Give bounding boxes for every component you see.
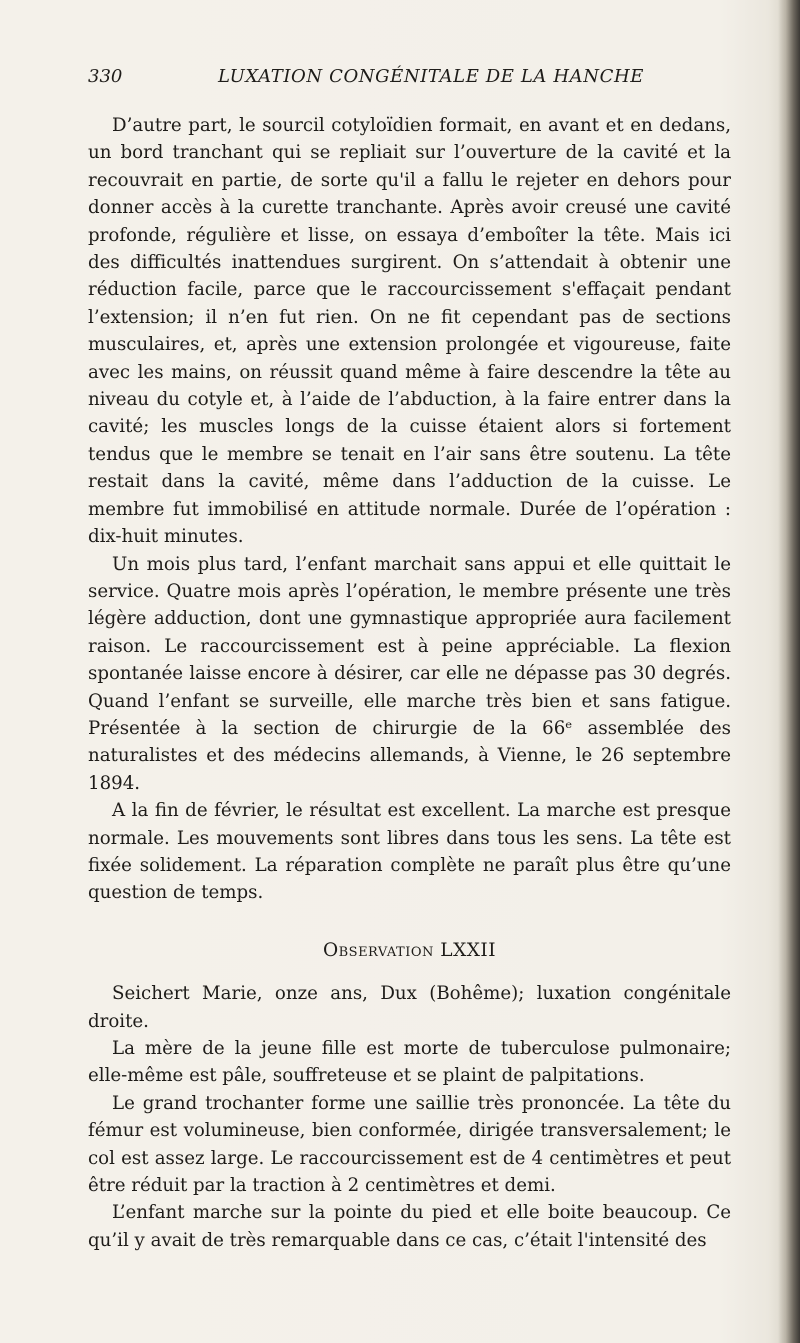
observation-heading — [88, 937, 731, 964]
page-number: 330 — [88, 66, 123, 87]
paragraph: L’enfant marche sur la pointe du pied et elle boite beaucoup. Ce qu’il y avait de très remarquable dans ce cas, c’était l'intensité des — [88, 1202, 731, 1251]
body-text — [88, 112, 731, 1254]
paragraph: La mère de la jeune fille est morte de tuberculose pulmonaire; elle-même est pâle, souffreteuse et se plaint de palpitations. — [88, 1038, 731, 1087]
page-edge-shadow — [778, 0, 800, 1343]
observation-heading-number: LXXII — [440, 939, 497, 961]
running-title: LUXATION CONGÉNITALE DE LA HANCHE — [218, 66, 644, 87]
paragraph: Un mois plus tard, l’enfant marchait sans appui et elle quittait le service. Quatre mois après l’opération, le membre présente une très légère adduction, dont une gymnastique appropriée aura facilement raison. Le raccourcissement est à peine appréciable. La flexion spontanée laisse encore à désirer, car elle ne dépasse pas 30 degrés. Quand l’enfant se surveille, elle marche très bien et sans fatigue. Présentée à la section de chirurgie de la 66ᵉ assemblée des naturalistes et des médecins allemands, à Vienne, le 26 septembre 1894. — [88, 553, 731, 794]
observation-heading-word: Observation — [322, 939, 434, 961]
paragraph: D’autre part, le sourcil cotyloïdien formait, en avant et en dedans, un bord tranchant qui se repliait sur l’ouverture de la cavité et la recouvrait en partie, de sorte qu'il a fallu le rejeter en dehors pour donner accès à la curette tranchante. Après avoir creusé une cavité profonde, régulière et lisse, on essaya d’emboîter la tête. Mais ici des difficultés inattendues surgirent. On s’attendait à obtenir une réduction facile, parce que le raccourcissement s'effaçait pendant l’extension; il n’en fut rien. On ne fit cependant pas de sections musculaires, et, après une extension prolongée et vigoureuse, faite avec les mains, on réussit quand même à faire descendre la tête au niveau du cotyle et, à l’aide de l’abduction, à la faire entrer dans la cavité; les muscles longs de la cuisse étaient alors si fortement tendus que le membre se tenait en l’air sans être soutenu. La tête restait dans la cavité, même dans l’adduction de la cuisse. Le membre fut immobilisé en attitude normale. Durée de l’opération : dix-huit minutes. — [88, 115, 731, 548]
paragraph: Seichert Marie, onze ans, Dux (Bohême); luxation congénitale droite. — [88, 983, 731, 1032]
paragraph: Le grand trochanter forme une saillie très prononcée. La tête du fémur est volumineuse, bien conformée, dirigée transversalement; le col est assez large. Le raccourcissement est de 4 centimètres et peut être réduit par la traction à 2 centimètres et demi. — [88, 1092, 731, 1197]
paragraph: A la fin de février, le résultat est excellent. La marche est presque normale. Les mouvements sont libres dans tous les sens. La tête est fixée solidement. La réparation complète ne paraît plus être qu’une question de temps. — [88, 800, 731, 904]
page-header — [88, 66, 730, 94]
